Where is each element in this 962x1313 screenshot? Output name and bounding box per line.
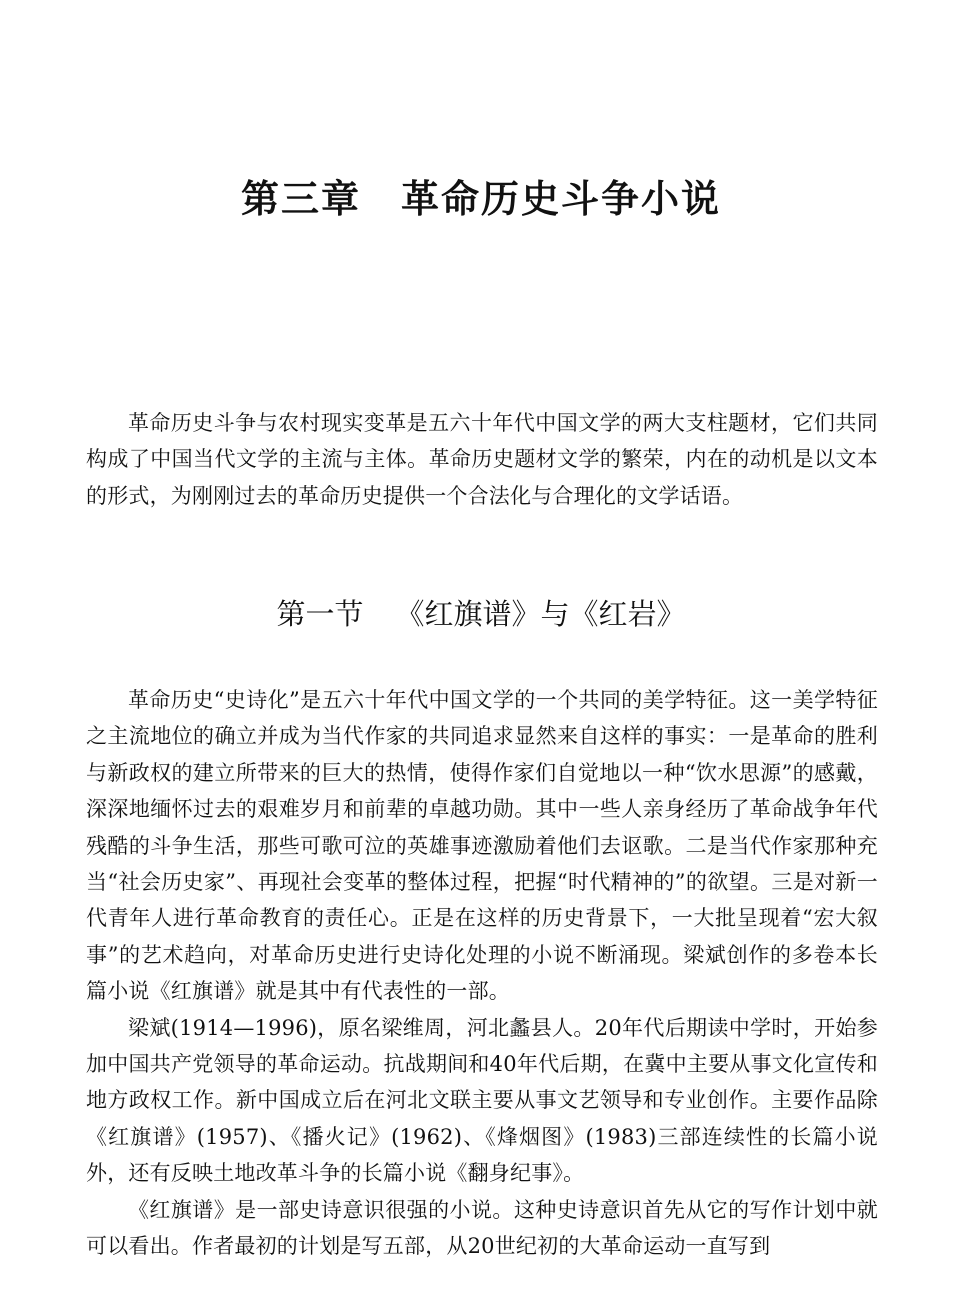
chapter-number: 第三章 [240,177,361,221]
chapter-heading [0,172,962,226]
chapter-title: 革命历史斗争小说 [401,177,722,221]
body-paragraph: 革命历史“史诗化”是五六十年代中国文学的一个共同的美学特征。这一美学特征之主流地位的确立并成为当代作家的共同追求显然来自这样的事实：一是革命的胜利与新政权的建立所带来的巨大的热情，使得作家们自觉地以一种“饮水思源”的感戴，深深地缅怀过去的艰难岁月和前辈的卓越功勋。其中一些人亲身经历了革命战争年代残酷的斗争生活，那些可歌可泣的英雄事迹激励着他们去讴歌。二是当代作家那种充当“社会历史家”、再现社会变革的整体过程，把握“时代精神的”的欲望。三是对新一代青年人进行革命教育的责任心。正是在这样的历史背景下，一大批呈现着“宏大叙事”的艺术趋向，对革命历史进行史诗化处理的小说不断涌现。梁斌创作的多卷本长篇小说《红旗谱》就是其中有代表性的一部。 [86,688,878,1004]
section-title: 《红旗谱》与《红岩》 [395,597,686,631]
section-heading [0,592,962,636]
section-body [86,682,878,1265]
intro-paragraph: 革命历史斗争与农村现实变革是五六十年代中国文学的两大支柱题材，它们共同构成了中国当代文学的主流与主体。革命历史题材文学的繁荣，内在的动机是以文本的形式，为刚刚过去的革命历史提供一个合法化与合理化的文学话语。 [86,411,878,508]
chapter-intro [86,405,878,514]
body-paragraph: 梁斌(1914—1996)，原名梁维周，河北蠡县人。20年代后期读中学时，开始参加中国共产党领导的革命运动。抗战期间和40年代后期，在冀中主要从事文化宣传和地方政权工作。新中国成立后在河北文联主要从事文艺领导和专业创作。主要作品除《红旗谱》(1957)、《播火记》(1962)、《烽烟图》(1983)三部连续性的长篇小说外，还有反映土地改革斗争的长篇小说《翻身纪事》。 [86,1015,878,1186]
body-paragraph: 《红旗谱》是一部史诗意识很强的小说。这种史诗意识首先从它的写作计划中就可以看出。作者最初的计划是写五部，从20世纪初的大革命运动一直写到 [86,1197,878,1259]
section-number: 第一节 [276,597,364,631]
